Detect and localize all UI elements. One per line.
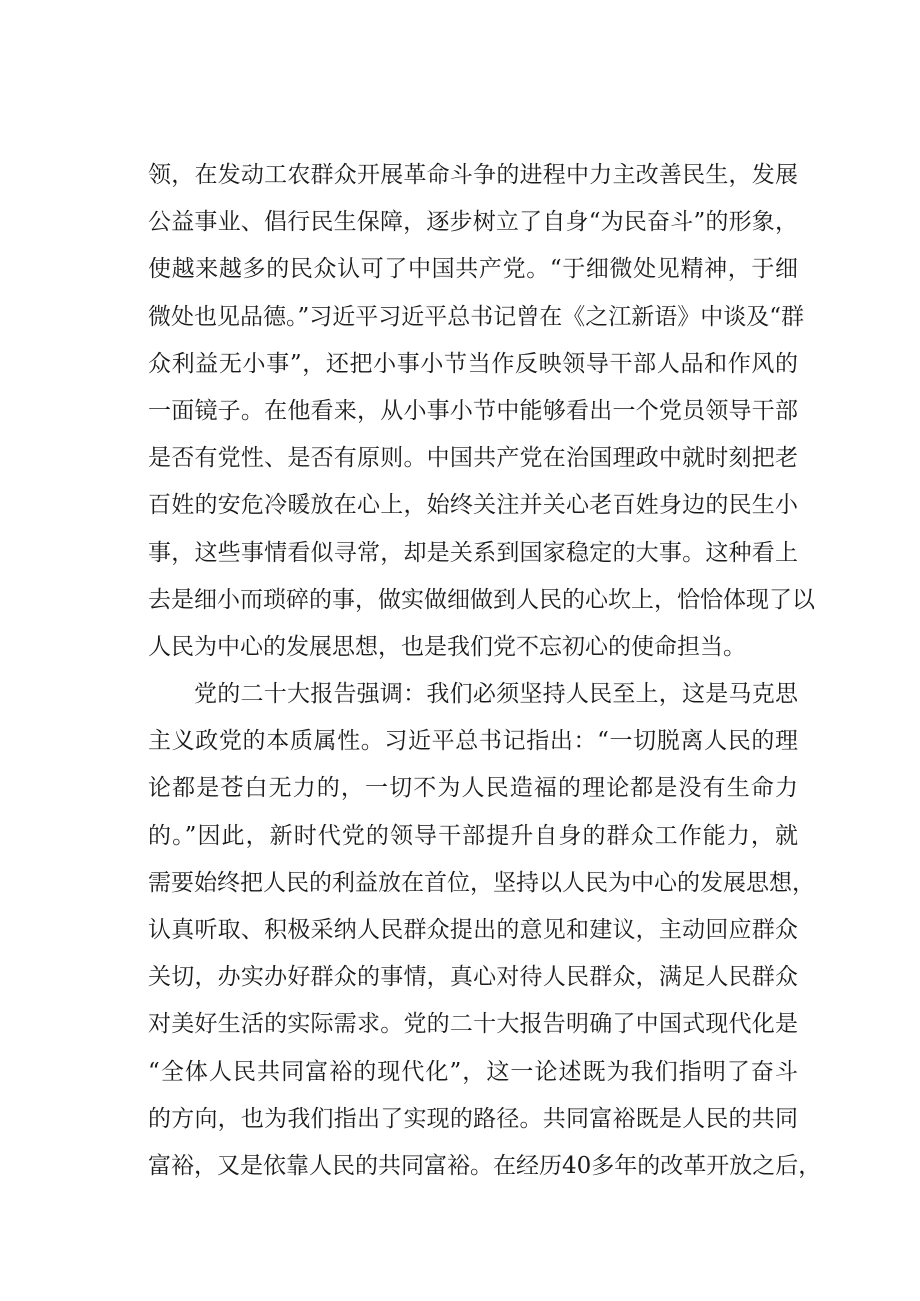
paragraph-1 [148,152,815,671]
text-line: 领，在发动工农群众开展革命斗争的进程中力主改善民生，发展 [148,162,798,188]
body-text [148,152,822,1190]
text-line: 众利益无小事”，还把小事小节当作反映领导干部人品和作风的 [148,350,798,377]
text-line: 的方向，也为我们指出了实现的路径。共同富裕既是人民的共同 [148,1105,798,1132]
text-line: 富裕，又是依靠人民的共同富裕。在经历40多年的改革开放之后， [148,1152,822,1179]
text-line: 认真听取、积极采纳人民群众提出的意见和建议，主动回应群众 [148,917,798,943]
text-line: 人民为中心的发展思想，也是我们党不忘初心的使命担当。 [148,633,746,660]
text-line: 微处也见品德。”习近平习近平总书记曾在《之江新语》中谈及“群 [148,303,805,330]
text-line: 主义政党的本质属性。习近平总书记指出：“一切脱离人民的理 [148,728,798,755]
text-line: 对美好生活的实际需求。党的二十大报告明确了中国式现代化是 [148,1011,798,1038]
text-line: 需要始终把人民的利益放在首位，坚持以人民为中心的发展思想， [148,869,815,896]
text-line: 关切，办实办好群众的事情，真心对待人民群众，满足人民群众 [148,964,798,991]
paragraph-2 [148,671,822,1190]
text-line: 使越来越多的民众认可了中国共产党。“于细微处见精神，于细 [148,256,798,283]
text-line: 百姓的安危冷暖放在心上，始终关注并关心老百姓身边的民生小 [148,492,798,519]
text-line: 去是细小而琐碎的事，做实做细做到人民的心坎上，恰恰体现了以 [148,586,815,613]
text-line: 论都是苍白无力的，一切不为人民造福的理论都是没有生命力 [148,775,798,802]
text-line: 一面镜子。在他看来，从小事小节中能够看出一个党员领导干部 [148,397,798,424]
text-line: 党的二十大报告强调：我们必须坚持人民至上，这是马克思 [194,681,798,708]
text-line: 是否有党性、是否有原则。中国共产党在治国理政中就时刻把老 [148,445,798,472]
text-line: “全体人民共同富裕的现代化”，这一论述既为我们指明了奋斗 [148,1058,798,1085]
text-line: 事，这些事情看似寻常，却是关系到国家稳定的大事。这种看上 [148,539,798,566]
text-line: 公益事业、倡行民生保障，逐步树立了自身“为民奋斗”的形象， [148,209,798,236]
text-line: 的。”因此，新时代党的领导干部提升自身的群众工作能力，就 [148,822,798,849]
